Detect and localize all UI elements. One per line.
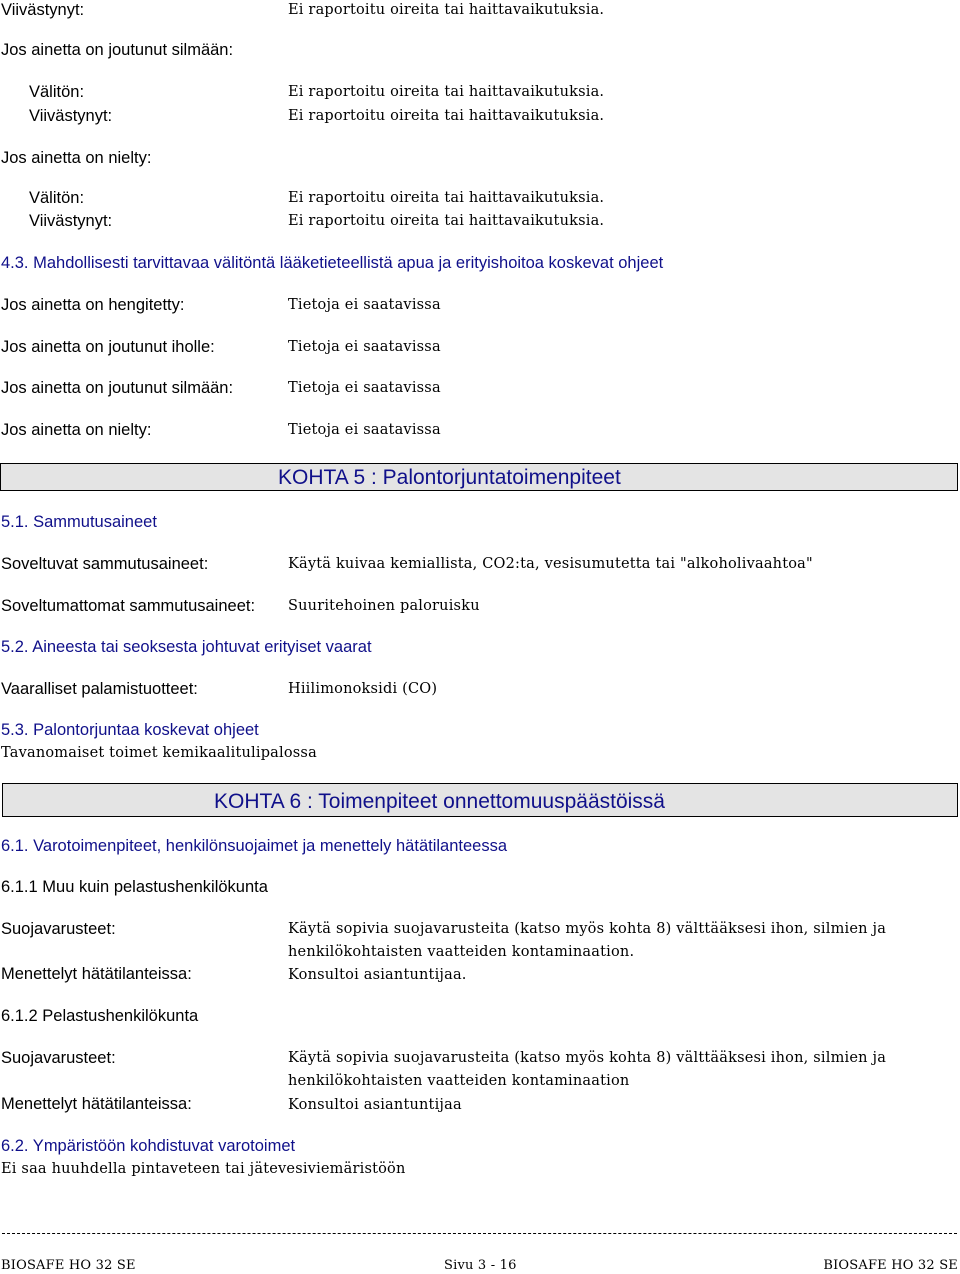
section-6-1-heading: 6.1. Varotoimenpiteet, henkilönsuojaimet ja menettely hätätilanteessa [1,837,507,855]
s43-row-label: Jos ainetta on joutunut silmään: [1,379,234,397]
swallowed-delayed-value: Ei raportoitu oireita tai haittavaikutuksia. [288,213,605,229]
s43-row-value: Tietoja ei saatavissa [288,297,441,313]
eyes-delayed-label: Viivästynyt: [29,107,113,125]
suitable-media-value: Käytä kuivaa kemiallista, CO2:ta, vesisumutetta tai "alkoholivaahtoa" [288,556,813,572]
eyes-immediate-value: Ei raportoitu oireita tai haittavaikutuksia. [288,84,605,100]
footer-left: BIOSAFE HO 32 SE [1,1258,136,1273]
footer-page-number: Sivu 3 - 16 [444,1258,517,1273]
section-6-2-heading: 6.2. Ympäristöön kohdistuvat varotoimet [1,1137,296,1155]
s612-emergency-value: Konsultoi asiantuntijaa [288,1097,462,1113]
footer-right: BIOSAFE HO 32 SE [823,1258,958,1273]
footer-divider [2,1233,957,1234]
section-5-2-heading: 5.2. Aineesta tai seoksesta johtuvat erityiset vaarat [1,638,372,656]
unsuitable-media-value: Suuritehoinen paloruisku [288,598,480,614]
s43-row-label: Jos ainetta on hengitetty: [1,296,185,314]
swallowed-delayed-label: Viivästynyt: [29,212,113,230]
s43-row-label: Jos ainetta on nielty: [1,421,152,439]
section-5-title: KOHTA 5 : Palontorjuntatoimenpiteet [278,466,621,489]
unsuitable-media-label: Soveltumattomat sammutusaineet: [1,597,256,615]
eyes-heading: Jos ainetta on joutunut silmään: [1,41,234,59]
eyes-immediate-label: Välitön: [29,83,85,101]
s611-ppe-line1: Käytä sopivia suojavarusteita (katso myös kohta 8) välttääksesi ihon, silmien ja [288,921,887,937]
s612-ppe-label: Suojavarusteet: [1,1049,116,1067]
s43-row-label: Jos ainetta on joutunut iholle: [1,338,215,356]
s611-ppe-line2: henkilökohtaisten vaatteiden kontaminaation. [288,944,635,960]
section-6-title: KOHTA 6 : Toimenpiteet onnettomuuspäästöissä [214,790,665,813]
section-4-3-heading: 4.3. Mahdollisesti tarvittavaa välitöntä lääketieteellistä apua ja erityishoitoa koskevat ohjeet [1,254,664,272]
section-6-1-1-heading: 6.1.1 Muu kuin pelastushenkilökunta [1,878,268,896]
swallowed-immediate-value: Ei raportoitu oireita tai haittavaikutuksia. [288,190,605,206]
s612-emergency-label: Menettelyt hätätilanteissa: [1,1095,192,1113]
s612-ppe-line1: Käytä sopivia suojavarusteita (katso myös kohta 8) välttääksesi ihon, silmien ja [288,1050,887,1066]
section-5-3-text: Tavanomaiset toimet kemikaalitulipalossa [1,745,317,761]
section-6-1-2-heading: 6.1.2 Pelastushenkilökunta [1,1007,199,1025]
section-6-2-text: Ei saa huuhdella pintaveteen tai jätevesiviemäristöön [1,1161,406,1177]
s611-emergency-label: Menettelyt hätätilanteissa: [1,965,192,983]
s612-ppe-line2: henkilökohtaisten vaatteiden kontaminaation [288,1073,630,1089]
hazard-products-value: Hiilimonoksidi (CO) [288,681,438,697]
s43-row-value: Tietoja ei saatavissa [288,422,441,438]
eyes-delayed-value: Ei raportoitu oireita tai haittavaikutuksia. [288,108,605,124]
swallowed-immediate-label: Välitön: [29,189,85,207]
suitable-media-label: Soveltuvat sammutusaineet: [1,555,209,573]
delayed-value: Ei raportoitu oireita tai haittavaikutuksia. [288,2,605,18]
s611-ppe-label: Suojavarusteet: [1,920,116,938]
s43-row-value: Tietoja ei saatavissa [288,380,441,396]
section-5-3-heading: 5.3. Palontorjuntaa koskevat ohjeet [1,721,259,739]
section-5-1-heading: 5.1. Sammutusaineet [1,513,157,531]
delayed-label: Viivästynyt: [1,1,85,19]
hazard-products-label: Vaaralliset palamistuotteet: [1,680,198,698]
s43-row-value: Tietoja ei saatavissa [288,339,441,355]
s611-emergency-value: Konsultoi asiantuntijaa. [288,967,467,983]
swallowed-heading: Jos ainetta on nielty: [1,149,152,167]
